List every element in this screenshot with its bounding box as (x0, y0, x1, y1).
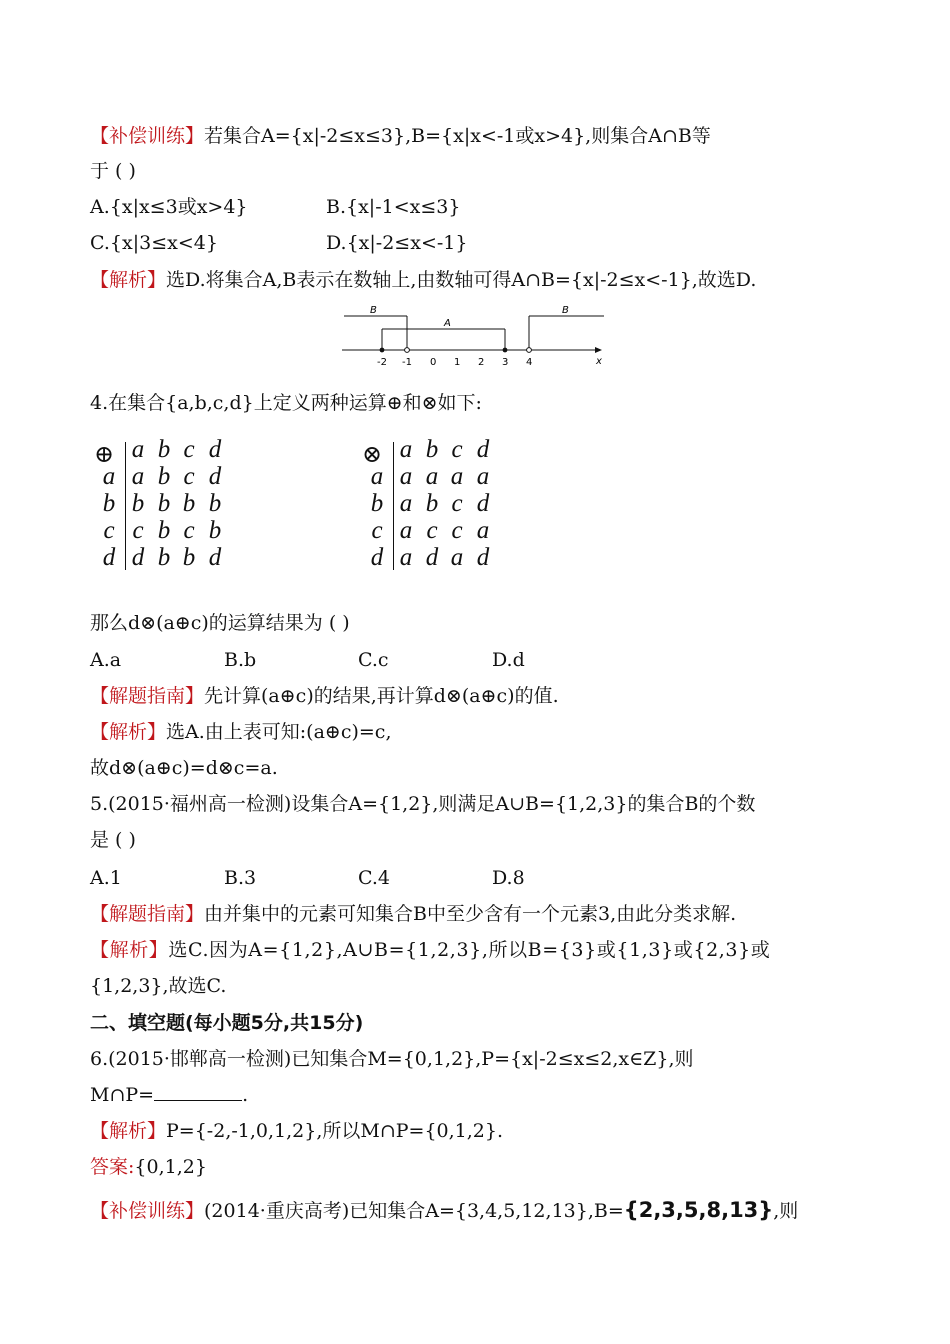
header-cell: c (451, 436, 463, 463)
tick-labels (377, 357, 532, 368)
header-cell: a (131, 436, 145, 463)
answer-blank (154, 1082, 242, 1101)
table-cell: b (182, 490, 196, 517)
guide-tag: 【解题指南】 (90, 685, 205, 707)
table-cell: b (157, 517, 171, 544)
label-a: A (444, 318, 451, 329)
tick-label: -2 (377, 357, 387, 368)
axis-arrow (595, 347, 602, 353)
q5-solution-text: 选C.因为A={1,2},A∪B={1,2,3},所以B={3}或{1,3}或{2,3}或 (168, 939, 771, 961)
tick-label: 1 (454, 357, 461, 368)
q6-stem-prefix: M∩P= (90, 1084, 155, 1106)
q6-comp-stem-suffix: ,则 (773, 1200, 799, 1222)
guide-tag: 【解题指南】 (90, 903, 205, 925)
table-cell: d (425, 544, 439, 571)
tick-label: -1 (402, 357, 412, 368)
table-cell: c (132, 517, 144, 544)
q3-comp-stem: 若集合A={x|-2≤x≤3},B={x|x<-1或x>4},则集合A∩B等 (204, 125, 711, 147)
q4-option-d: D.d (492, 649, 525, 671)
q6-answer (90, 1153, 207, 1181)
row-label: a (370, 463, 384, 490)
q4-guide-text: 先计算(a⊕c)的结果,再计算d⊗(a⊕c)的值. (204, 685, 559, 707)
q3-option-d: D.{x|-2≤x<-1} (326, 232, 468, 254)
q3-comp-stem-line1 (90, 122, 711, 150)
set-b-value: {2,3,5,8,13} (623, 1198, 774, 1222)
row-label: c (371, 517, 383, 544)
header-cell: b (157, 436, 171, 463)
q3-option-b: B.{x|-1<x≤3} (326, 196, 461, 218)
table-row (92, 463, 232, 490)
table-cell: c (426, 517, 438, 544)
row-label: b (102, 490, 116, 517)
table-cell: b (182, 544, 196, 571)
table-header-row (92, 436, 232, 468)
row-label: a (102, 463, 116, 490)
point-3-closed (503, 348, 508, 353)
point-4-open (527, 348, 532, 353)
table-cell: a (425, 463, 439, 490)
tick-label: 4 (526, 357, 533, 368)
table-row (92, 490, 232, 517)
q6-solution-text: P={-2,-1,0,1,2},所以M∩P={0,1,2}. (166, 1120, 504, 1142)
q6-comp-stem (90, 1196, 798, 1225)
tick-label: 2 (478, 357, 485, 368)
table-cell: a (399, 544, 413, 571)
header-cell: d (208, 436, 222, 463)
label-axis-x: x (596, 356, 602, 367)
table-cell: b (157, 490, 171, 517)
label-b-left: B (370, 305, 377, 316)
q5-guide-text: 由并集中的元素可知集合B中至少含有一个元素3,由此分类求解. (204, 903, 737, 925)
table-cell: a (399, 517, 413, 544)
number-line-figure (340, 302, 610, 372)
table-cell: b (208, 490, 222, 517)
q3-solution (90, 266, 756, 294)
table-row (360, 463, 500, 490)
q6-solution (90, 1117, 503, 1145)
comp-training-tag: 【补偿训练】 (90, 125, 205, 147)
row-label: d (370, 544, 384, 571)
solution-tag: 【解析】 (90, 721, 167, 743)
point-minus2-closed (380, 348, 385, 353)
tick-label: 3 (502, 357, 509, 368)
table-header-row (360, 436, 500, 468)
q4-question: 那么d⊗(a⊕c)的运算结果为 ( ) (90, 612, 350, 634)
header-cell: a (399, 436, 413, 463)
answer-value: {0,1,2} (134, 1156, 207, 1178)
tick-label: 0 (430, 357, 437, 368)
table-cell: d (131, 544, 145, 571)
q6-stem-line2 (90, 1081, 248, 1109)
point-minus1-open (405, 348, 410, 353)
section-title: 二、填空题(每小题5分,共15分) (90, 1012, 364, 1034)
table-cell: a (476, 463, 490, 490)
table-cell: c (183, 517, 195, 544)
row-label: b (370, 490, 384, 517)
table-cell: b (425, 490, 439, 517)
table-row (360, 544, 500, 571)
comp-training-tag: 【补偿训练】 (90, 1200, 205, 1222)
table-cell: a (450, 544, 464, 571)
q4-option-b: B.b (224, 649, 257, 671)
q4-solution-line2: 故d⊗(a⊕c)=d⊗c=a. (90, 757, 278, 779)
table-cell: d (476, 490, 490, 517)
q5-option-d: D.8 (492, 867, 525, 889)
row-label: d (102, 544, 116, 571)
q5-solution-line2: {1,2,3},故选C. (90, 975, 227, 997)
solution-tag: 【解析】 (90, 269, 167, 291)
label-b-right: B (562, 305, 569, 316)
solution-tag: 【解析】 (90, 1120, 167, 1142)
plus-operation-table (92, 436, 232, 576)
table-cell: d (476, 544, 490, 571)
table-row (360, 490, 500, 517)
table-cell: a (450, 463, 464, 490)
table-cell: a (399, 490, 413, 517)
header-cell: c (183, 436, 195, 463)
q4-guide (90, 682, 559, 710)
otimes-symbol: ⊗ (362, 442, 383, 468)
oplus-symbol: ⊕ (94, 442, 115, 468)
times-operation-table (360, 436, 500, 576)
q5-guide (90, 900, 736, 928)
q6-stem-suffix: . (242, 1084, 249, 1106)
table-row (92, 544, 232, 571)
table-cell: c (183, 463, 195, 490)
header-cell: b (425, 436, 439, 463)
q4-option-a: A.a (90, 649, 122, 671)
q3-option-a: A.{x|x≤3或x>4} (90, 196, 248, 218)
table-cell: b (157, 463, 171, 490)
q3-solution-text: 选D.将集合A,B表示在数轴上,由数轴可得A∩B={x|-2≤x<-1},故选D. (166, 269, 757, 291)
q5-stem-line1: 5.(2015·福州高一检测)设集合A={1,2},则满足A∪B={1,2,3}的集合B的个数 (90, 793, 756, 815)
q5-option-a: A.1 (90, 867, 122, 889)
q5-stem-line2: 是 ( ) (90, 829, 136, 851)
header-cell: d (476, 436, 490, 463)
q5-option-b: B.3 (224, 867, 257, 889)
table-cell: b (131, 490, 145, 517)
q5-solution-line1 (90, 936, 770, 964)
q4-solution-line1 (90, 718, 392, 746)
table-row (360, 517, 500, 544)
q5-option-c: C.4 (358, 867, 390, 889)
answer-label: 答案: (90, 1156, 135, 1178)
table-cell: a (399, 463, 413, 490)
table-cell: d (208, 544, 222, 571)
q4-solution-text: 选A.由上表可知:(a⊕c)=c, (166, 721, 392, 743)
q6-stem-line1: 6.(2015·邯郸高一检测)已知集合M={0,1,2},P={x|-2≤x≤2,x∈Z},则 (90, 1048, 694, 1070)
q4-stem: 4.在集合{a,b,c,d}上定义两种运算⊕和⊗如下: (90, 392, 482, 414)
table-cell: a (131, 463, 145, 490)
q4-option-c: C.c (358, 649, 389, 671)
table-cell: c (451, 490, 463, 517)
table-cell: d (208, 463, 222, 490)
table-row (92, 517, 232, 544)
table-cell: b (208, 517, 222, 544)
row-label: c (103, 517, 115, 544)
q3-option-c: C.{x|3≤x<4} (90, 232, 218, 254)
solution-tag: 【解析】 (90, 939, 169, 961)
table-cell: c (451, 517, 463, 544)
table-cell: a (476, 517, 490, 544)
q3-comp-stem-line2: 于 ( ) (90, 160, 136, 182)
table-cell: b (157, 544, 171, 571)
q6-comp-stem-prefix: (2014·重庆高考)已知集合A={3,4,5,12,13},B= (204, 1200, 624, 1222)
